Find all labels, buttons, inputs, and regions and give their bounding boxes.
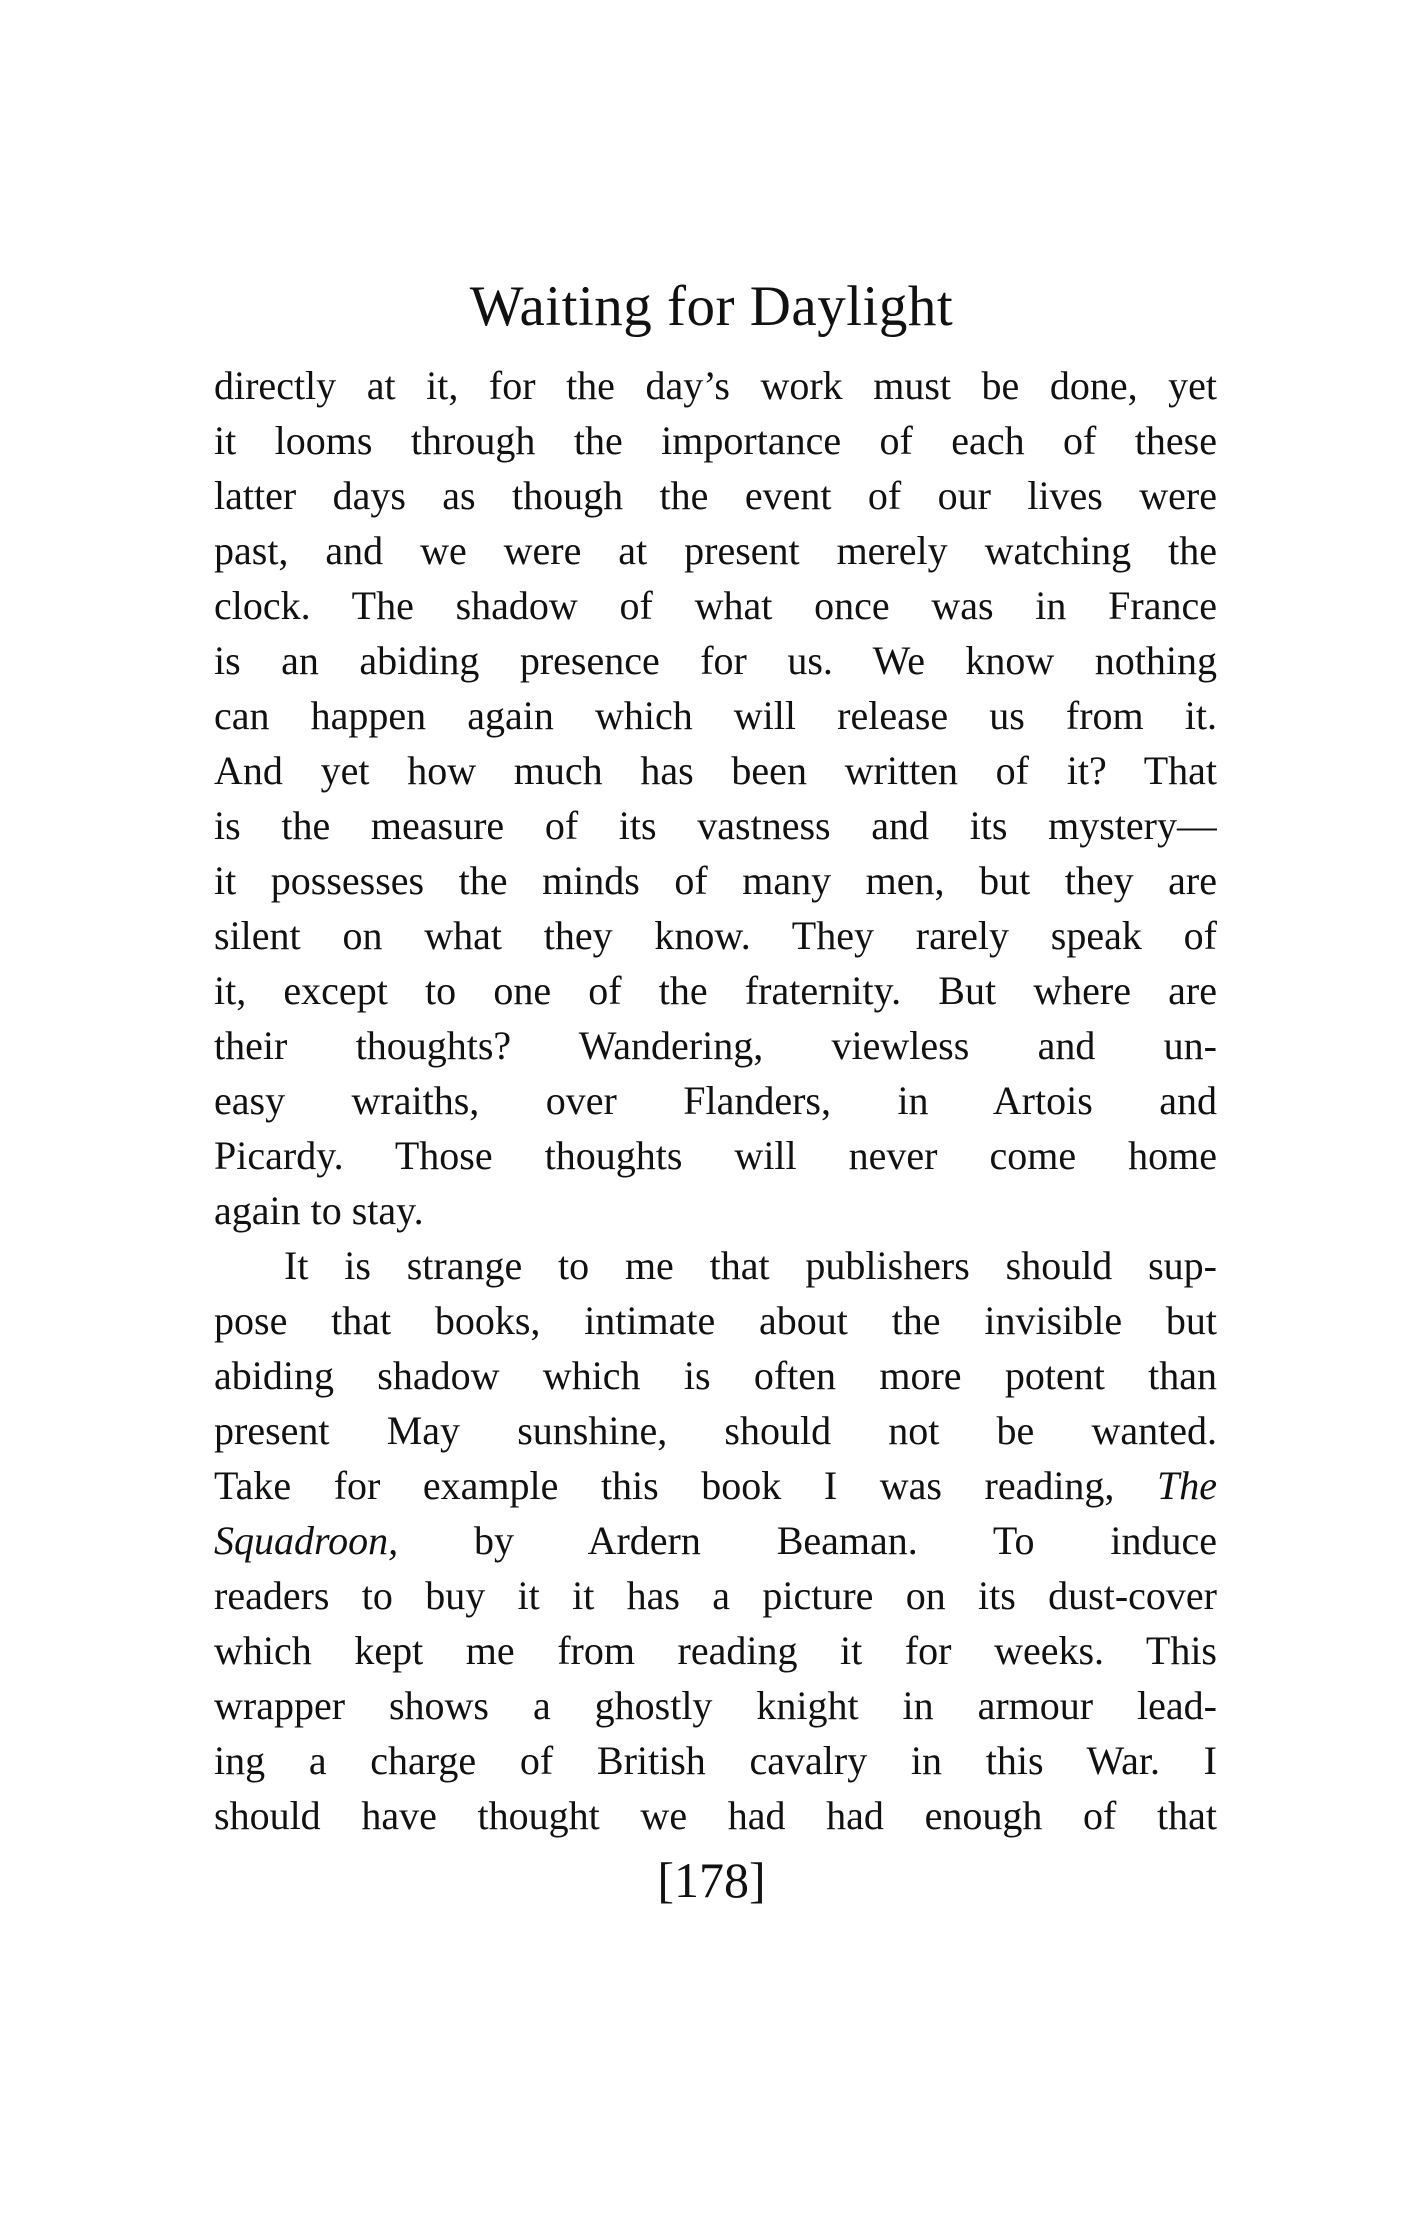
page-number: [178] [657,1852,766,1908]
text-line [214,1733,1217,1788]
line-segment: Picardy. Those thoughts will never come home [214,1133,1217,1178]
text-line [214,853,1217,908]
line-segment: And yet how much has been written of it? That [214,748,1217,793]
line-segment: Take for example this book I was reading, [214,1463,1157,1508]
text-line [214,1293,1217,1348]
text-line [214,578,1217,633]
body-text [214,358,1217,1843]
text-line [214,1183,1217,1238]
text-line [214,1128,1217,1183]
line-segment: silent on what they know. They rarely speak of [214,913,1217,958]
line-segment: present May sunshine, should not be wanted. [214,1408,1217,1453]
text-line [214,1403,1217,1458]
text-line [214,413,1217,468]
text-line [214,1788,1217,1843]
text-line [214,743,1217,798]
text-line [214,468,1217,523]
line-segment: again to stay. [214,1188,424,1233]
line-segment: it, except to one of the fraternity. But where are [214,968,1217,1013]
line-segment: wrapper shows a ghostly knight in armour lead- [214,1683,1217,1728]
line-segment: It is strange to me that publishers should sup- [284,1243,1217,1288]
line-segment: it possesses the minds of many men, but they are [214,858,1217,903]
line-segment: by Ardern Beaman. To induce [398,1518,1217,1563]
text-line [214,1513,1217,1568]
line-segment: readers to buy it it has a picture on its dust-cover [214,1573,1217,1618]
line-segment: their thoughts? Wandering, viewless and un- [214,1023,1217,1068]
line-segment: pose that books, intimate about the invisible but [214,1298,1217,1343]
line-segment: is an abiding presence for us. We know nothing [214,638,1217,683]
line-segment: should have thought we had had enough of that [214,1793,1217,1838]
running-head: Waiting for Daylight [469,275,954,338]
text-line [214,358,1217,413]
line-segment: directly at it, for the day’s work must be done, yet [214,363,1217,408]
text-line [214,908,1217,963]
text-line [214,1073,1217,1128]
line-segment: can happen again which will release us from it. [214,693,1217,738]
italic-title: The [1157,1463,1217,1508]
line-segment: which kept me from reading it for weeks. This [214,1628,1217,1673]
italic-title: Squadroon, [214,1518,399,1563]
text-line [214,1623,1217,1678]
line-segment: it looms through the importance of each of these [214,418,1217,463]
line-segment: clock. The shadow of what once was in France [214,583,1217,628]
line-segment: is the measure of its vastness and its mystery— [214,803,1217,848]
line-segment: past, and we were at present merely watching the [214,528,1217,573]
text-line [214,798,1217,853]
text-line [214,1238,1217,1293]
text-line [214,523,1217,578]
line-segment: easy wraiths, over Flanders, in Artois and [214,1078,1217,1123]
line-segment: ing a charge of British cavalry in this War. I [214,1738,1217,1783]
text-line [214,963,1217,1018]
text-line [214,1348,1217,1403]
text-line [214,1018,1217,1073]
line-segment: abiding shadow which is often more potent than [214,1353,1217,1398]
text-line [214,1458,1217,1513]
text-line [214,688,1217,743]
text-line [214,1568,1217,1623]
line-segment: latter days as though the event of our lives were [214,473,1217,518]
text-line [214,1678,1217,1733]
text-line [214,633,1217,688]
